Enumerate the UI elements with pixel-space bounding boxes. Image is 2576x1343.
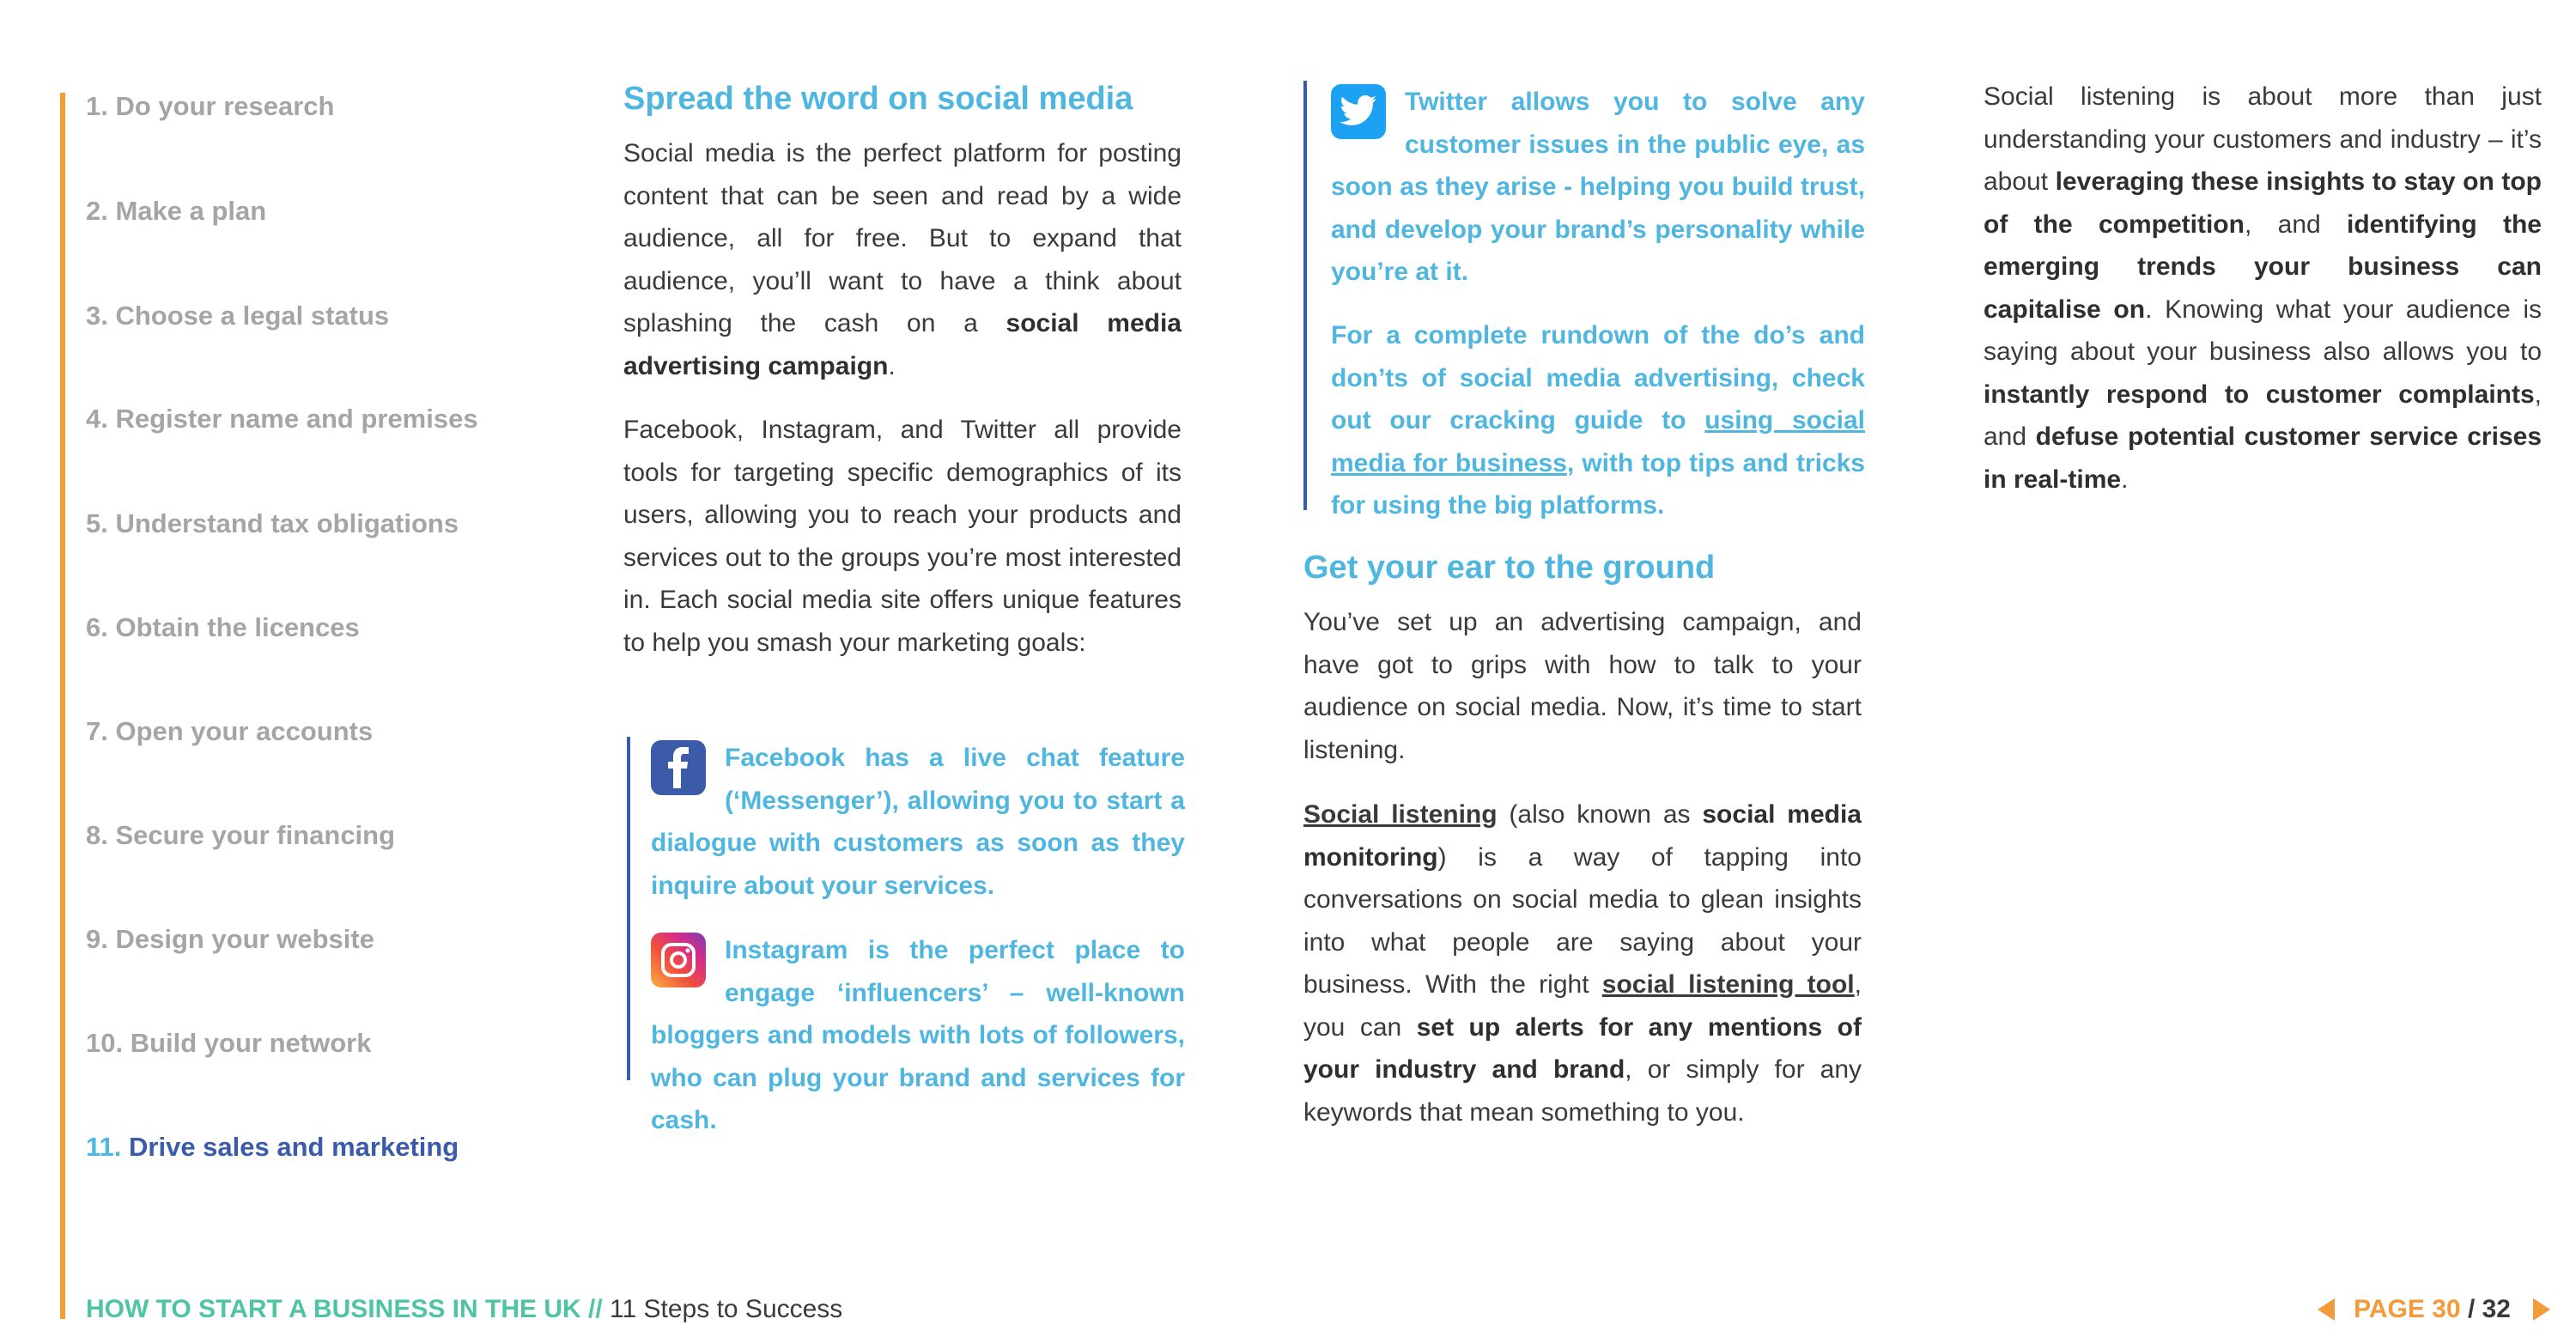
twitter-icon (1331, 84, 1386, 139)
paragraph-social-listening: Social listening (also known as social media monitoring) is a way of tapping into conversations on social media to glean insights into what people are saying about your business. With the right social listening tool, you can set up alerts for any mentions of your industry and brand, or simply for any keywords that mean something to you. (1303, 800, 1862, 1127)
prev-page-icon[interactable] (2318, 1298, 2335, 1321)
paragraph-listening-benefits: Social listening is about more than just understanding your customers and industry – it’s about leveraging these insights to stay on top of the competition, and identifying the emerging trends your business can capitalise on. Knowing what your audience is saying about your business also allows you to instantly respond to customer complaints, and defuse potential customer service crises in real-time. (1984, 82, 2543, 494)
toc-active-number: 11. (86, 1132, 122, 1162)
toc-item-register[interactable]: 4. Register name and premises (86, 404, 478, 434)
page-label: PAGE (2354, 1295, 2425, 1323)
instagram-callout: Instagram is the perfect place to engage ‘influencers’ – well-known bloggers and models with lots of followers, who can plug your brand and services for cash. (651, 929, 1185, 1142)
accent-bar (60, 93, 65, 1319)
toc-active-label: Drive sales and marketing (129, 1132, 459, 1162)
next-page-icon[interactable] (2533, 1298, 2550, 1321)
instagram-icon (651, 933, 706, 988)
toc-item-network[interactable]: 10. Build your network (86, 1028, 372, 1058)
page-current: 30 (2432, 1295, 2461, 1323)
footer-subtitle: 11 Steps to Success (610, 1295, 843, 1323)
page-separator: / (2467, 1295, 2476, 1323)
facebook-icon (651, 740, 706, 795)
footer-separator: // (588, 1295, 603, 1323)
link-social-media-for-business[interactable]: using social media for business (1331, 406, 1865, 477)
footer-title (86, 1295, 842, 1324)
toc-item-financing[interactable]: 8. Secure your financing (86, 820, 396, 850)
toc-item-research[interactable]: 1. Do your research (86, 91, 335, 121)
link-social-listening-tool[interactable]: social listening tool (1601, 970, 1855, 999)
platform-callouts (627, 737, 1185, 1134)
paragraph-start-listening: You’ve set up an advertising campaign, and have got to grips with how to talk to your audience on social media. Now, it’s time to start listening. (1303, 608, 1862, 764)
page-total: 32 (2482, 1295, 2511, 1323)
heading-spread-the-word: Spread the word on social media (623, 81, 1133, 117)
toc-item-plan[interactable]: 2. Make a plan (86, 196, 267, 226)
toc-item-sales-marketing[interactable] (86, 1132, 459, 1163)
rundown-callout: For a complete rundown of the do’s and don’ts of social media advertising, check out our cracking guide to using social media for business, with top tips and tricks for using the big platforms. (1331, 321, 1865, 520)
facebook-callout: Facebook has a live chat feature (‘Messenger’), allowing you to start a dialogue with customers as soon as they inquire about your services. (651, 737, 1185, 907)
page-navigation (2318, 1295, 2550, 1324)
footer-brand: HOW TO START A BUSINESS IN THE UK (86, 1295, 581, 1323)
toc-item-licences[interactable]: 6. Obtain the licences (86, 612, 360, 642)
twitter-callout: Twitter allows you to solve any customer issues in the public eye, as soon as they arise - helping you build trust, and develop your brand’s personality while you’re at it. (1331, 81, 1865, 294)
paragraph-social-media-platform: Social media is the perfect platform for posting content that can be seen and read by a wide audience, all for free. But to expand that audience, you’ll want to have a think about splashing the cash on a social media advertising campaign. (623, 139, 1182, 380)
link-social-listening[interactable]: Social listening (1303, 800, 1498, 829)
heading-ear-to-ground: Get your ear to the ground (1303, 550, 1716, 586)
toc-item-accounts[interactable]: 7. Open your accounts (86, 716, 374, 746)
toc-item-tax[interactable]: 5. Understand tax obligations (86, 508, 459, 538)
toc-item-legal-status[interactable]: 3. Choose a legal status (86, 301, 390, 331)
twitter-callout-box (1303, 81, 1865, 520)
toc-item-website[interactable]: 9. Design your website (86, 924, 374, 954)
paragraph-targeting-tools: Facebook, Instagram, and Twitter all provide tools for targeting specific demographics of its users, allowing you to reach your products and services out to the groups you’re most interested in. Each social media site offers unique features to help you smash your marketing goals: (623, 416, 1182, 657)
